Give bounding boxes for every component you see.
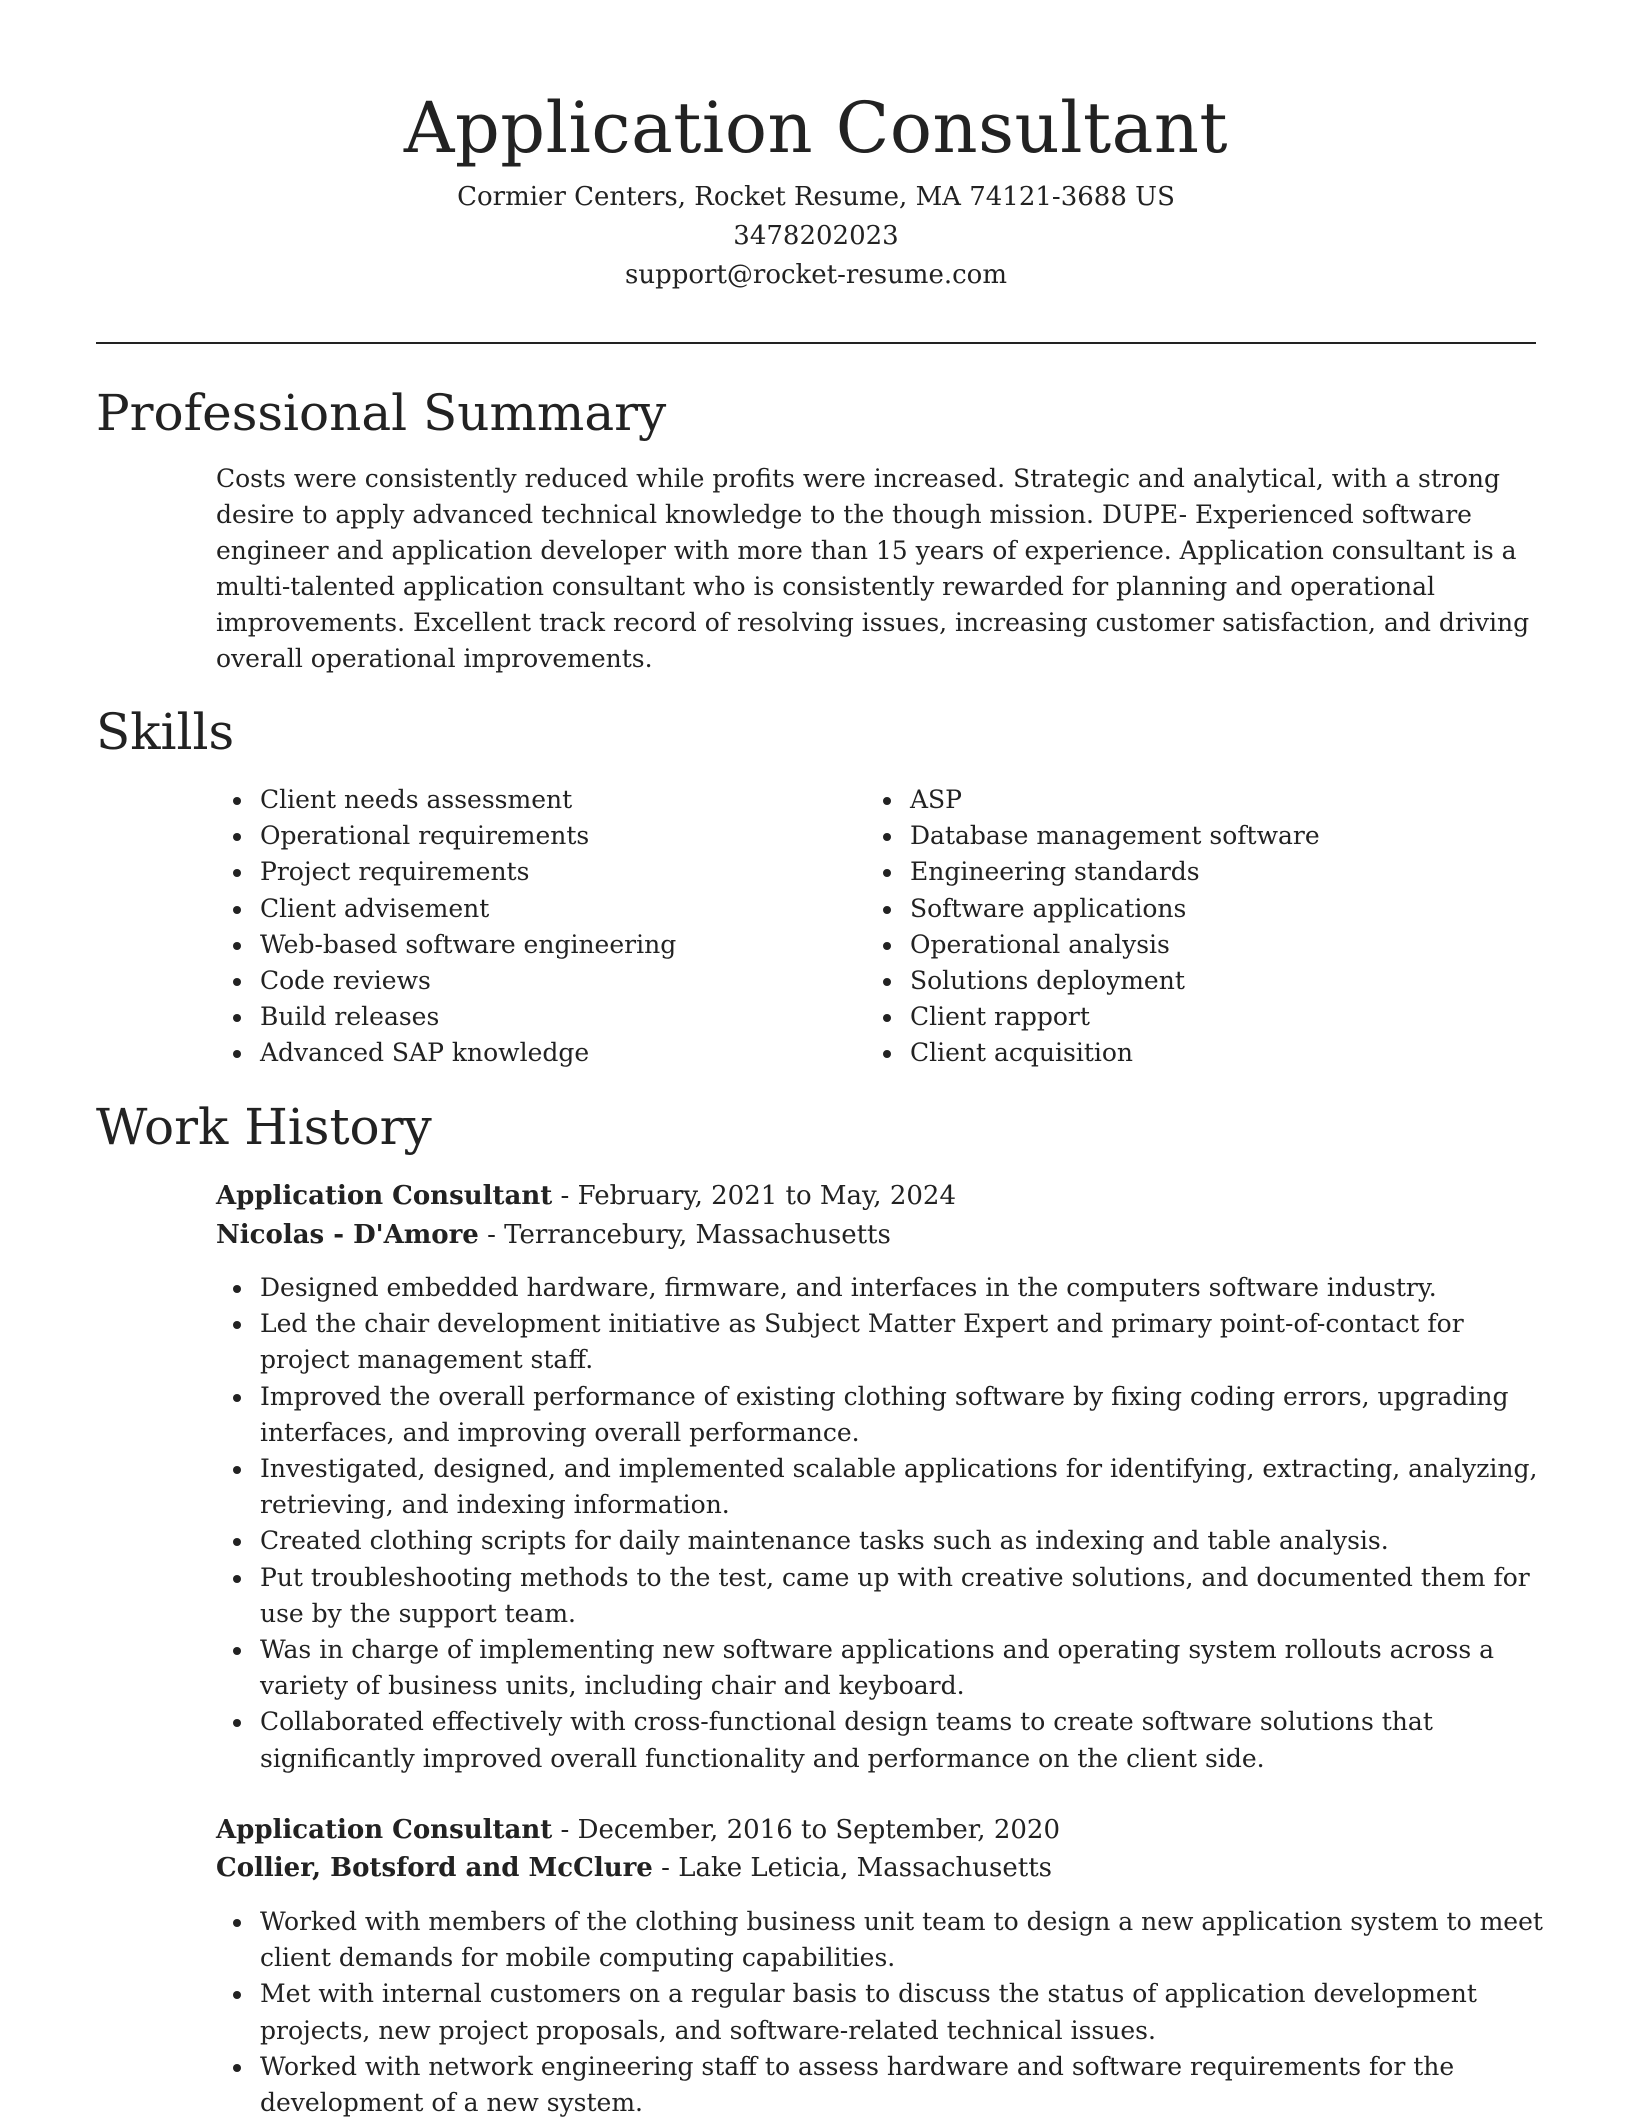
- job-1-company: Nicolas - D'Amore: [216, 1220, 479, 1250]
- work-history-heading: Work History: [96, 1098, 432, 1156]
- skills-list-right: [866, 782, 1526, 1072]
- job-2-title-line: [216, 1811, 1060, 1849]
- job-bullet: Improved the overall performance of existing clothing software by fixing coding errors, upgrading interfaces, and improving overall performance.: [216, 1379, 1546, 1451]
- skill-item: Client needs assessment: [216, 782, 856, 818]
- job-1-location: Terrancebury, Massachusetts: [504, 1220, 891, 1250]
- job-bullet: Put troubleshooting methods to the test, came up with creative solutions, and documented them for use by the support team.: [216, 1560, 1546, 1632]
- contact-phone: 3478202023: [733, 221, 899, 251]
- contact-email: support@rocket-resume.com: [624, 260, 1007, 290]
- skill-item: Client rapport: [866, 999, 1526, 1035]
- job-1-separator: -: [552, 1181, 578, 1211]
- job-bullet: Designed embedded hardware, firmware, and interfaces in the computers software industry.: [216, 1270, 1546, 1306]
- summary-heading: Professional Summary: [96, 384, 667, 442]
- skill-item: Build releases: [216, 999, 856, 1035]
- resume-header: [96, 80, 1536, 295]
- skill-item: Engineering standards: [866, 854, 1526, 890]
- skill-item: Software applications: [866, 891, 1526, 927]
- skill-item: Web-based software engineering: [216, 927, 856, 963]
- skill-item: Operational requirements: [216, 818, 856, 854]
- job-bullet: Created clothing scripts for daily maintenance tasks such as indexing and table analysis.: [216, 1523, 1546, 1559]
- skill-item: Client advisement: [216, 891, 856, 927]
- contact-address: Cormier Centers, Rocket Resume, MA 74121-3688 US: [457, 182, 1175, 212]
- job-1-title-line: [216, 1177, 956, 1215]
- summary-text: Costs were consistently reduced while profits were increased. Strategic and analytical, with a strong desire to apply advanced technical knowledge to the though mission. DUPE- Experienced software engineer and application developer with more than 15 years of experience. Application consultant is a multi-talented application consultant who is consistently rewarded for planning and operational improvements. Excellent track record of resolving issues, increasing customer satisfaction, and driving overall operational improvements.: [216, 464, 1530, 673]
- skill-item: Code reviews: [216, 963, 856, 999]
- job-bullet: Collaborated effectively with cross-functional design teams to create software solutions that significantly improved overall functionality and performance on the client side.: [216, 1704, 1546, 1776]
- job-2-bullets: [216, 1904, 1546, 2121]
- job-1-bullets: [216, 1270, 1546, 1777]
- job-1-role: Application Consultant: [216, 1181, 553, 1211]
- job-2-separator: -: [652, 1853, 679, 1883]
- job-bullet: Was in charge of implementing new software applications and operating system rollouts across a variety of business units, including chair and keyboard.: [216, 1632, 1546, 1704]
- skill-item: Client acquisition: [866, 1035, 1526, 1071]
- candidate-name: Application Consultant: [403, 87, 1229, 169]
- job-bullet: Investigated, designed, and implemented scalable applications for identifying, extracting, analyzing, retrieving, and indexing information.: [216, 1451, 1546, 1523]
- skill-item: Operational analysis: [866, 927, 1526, 963]
- skill-item: Advanced SAP knowledge: [216, 1035, 856, 1071]
- job-bullet: Led the chair development initiative as Subject Matter Expert and primary point-of-contact for project management staff.: [216, 1306, 1546, 1378]
- job-2-company-line: [216, 1849, 1052, 1887]
- job-1-separator: -: [478, 1220, 505, 1250]
- skills-heading: Skills: [96, 703, 235, 761]
- header-divider: [96, 342, 1536, 344]
- job-1-dates: February, 2021 to May, 2024: [577, 1181, 956, 1211]
- skill-item: Project requirements: [216, 854, 856, 890]
- job-2-role: Application Consultant: [216, 1815, 553, 1845]
- job-1-company-line: [216, 1216, 891, 1254]
- skill-item: Database management software: [866, 818, 1526, 854]
- job-2-location: Lake Leticia, Massachusetts: [678, 1853, 1053, 1883]
- skills-list-left: [216, 782, 856, 1072]
- skill-item: Solutions deployment: [866, 963, 1526, 999]
- job-bullet: Met with internal customers on a regular basis to discuss the status of application development projects, new project proposals, and software-related technical issues.: [216, 1976, 1546, 2048]
- job-2-separator: -: [552, 1815, 578, 1845]
- job-2-dates: December, 2016 to September, 2020: [577, 1815, 1061, 1845]
- job-2-company: Collier, Botsford and McClure: [216, 1853, 653, 1883]
- skill-item: ASP: [866, 782, 1526, 818]
- job-bullet: Worked with members of the clothing business unit team to design a new application system to meet client demands for mobile computing capabilities.: [216, 1904, 1546, 1976]
- job-bullet: Worked with network engineering staff to assess hardware and software requirements for the development of a new system.: [216, 2049, 1546, 2121]
